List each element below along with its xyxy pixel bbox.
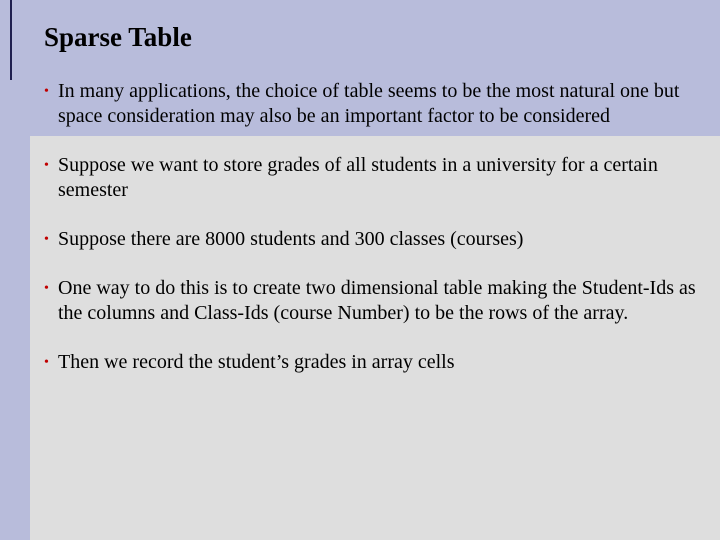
bullet-item-5 bbox=[44, 350, 700, 375]
bullet-dot-icon: • bbox=[44, 355, 49, 370]
edge-line bbox=[10, 0, 12, 80]
bullet-item-1 bbox=[44, 79, 700, 129]
bullet-item-2 bbox=[44, 153, 700, 203]
bullet-text-5: Then we record the student’s grades in array cells bbox=[58, 351, 455, 373]
bullet-text-3: Suppose there are 8000 students and 300 classes (courses) bbox=[58, 228, 524, 250]
slide-title: Sparse Table bbox=[44, 22, 192, 52]
bullet-text-1: In many applications, the choice of table seems to be the most natural one but space consideration may also be an important factor to be considered bbox=[58, 80, 680, 127]
bullet-dot-icon: • bbox=[44, 232, 49, 247]
bullet-dot-icon: • bbox=[44, 84, 49, 99]
bullet-text-4: One way to do this is to create two dimensional table making the Student-Ids as the columns and Class-Ids (course Number) to be the rows of the array. bbox=[58, 277, 696, 324]
bullet-dot-icon: • bbox=[44, 281, 49, 296]
bullet-text-2: Suppose we want to store grades of all students in a university for a certain semester bbox=[58, 154, 658, 201]
bullet-item-3 bbox=[44, 227, 700, 252]
bullet-list bbox=[44, 79, 700, 375]
bullet-dot-icon: • bbox=[44, 158, 49, 173]
bullet-item-4 bbox=[44, 276, 700, 326]
left-band bbox=[0, 0, 30, 540]
